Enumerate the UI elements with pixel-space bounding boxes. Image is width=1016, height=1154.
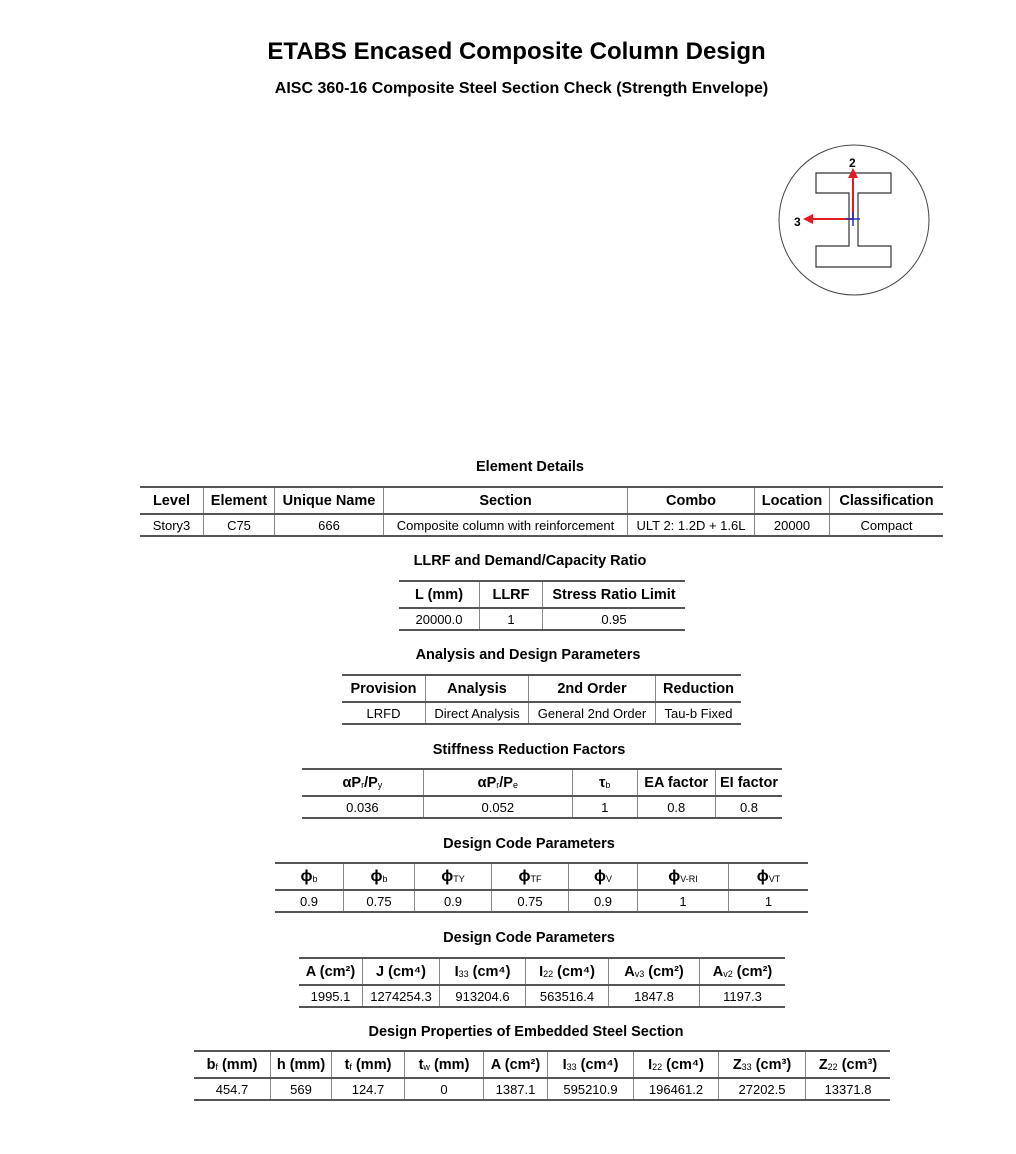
col-header: Provision bbox=[342, 675, 426, 702]
col-header: Reduction bbox=[656, 675, 742, 702]
table-row bbox=[140, 514, 943, 536]
col-header-i22: I22 (cm⁴) bbox=[526, 958, 609, 985]
table-row bbox=[342, 702, 741, 724]
col-header-phi: ϕV-RI bbox=[638, 863, 729, 890]
col-header-i22: I22 (cm⁴) bbox=[634, 1051, 719, 1078]
table-cell: 454.7 bbox=[194, 1078, 271, 1100]
table-cell: Tau-b Fixed bbox=[656, 702, 742, 724]
stiffness-table bbox=[302, 768, 782, 819]
table-cell: 0.8 bbox=[715, 796, 782, 818]
col-header: Section bbox=[384, 487, 628, 514]
col-header: 2nd Order bbox=[529, 675, 656, 702]
col-header: A (cm²) bbox=[484, 1051, 548, 1078]
table-header-row bbox=[140, 487, 943, 514]
table-header-row bbox=[299, 958, 785, 985]
col-header: EA factor bbox=[637, 769, 715, 796]
col-header-phi: ϕb bbox=[275, 863, 344, 890]
col-header: J (cm⁴) bbox=[363, 958, 440, 985]
table-cell: 27202.5 bbox=[719, 1078, 806, 1100]
analysis-table bbox=[342, 674, 741, 725]
col-header-z22: Z22 (cm³) bbox=[806, 1051, 891, 1078]
table-header-row bbox=[399, 581, 685, 608]
table-cell: Composite column with reinforcement bbox=[384, 514, 628, 536]
col-header: Analysis bbox=[426, 675, 529, 702]
table-cell: 1847.8 bbox=[609, 985, 700, 1007]
col-header-phi: ϕV bbox=[569, 863, 638, 890]
col-header-tau-b: τb bbox=[572, 769, 637, 796]
table-header-row bbox=[275, 863, 808, 890]
code-params-section-table bbox=[299, 957, 785, 1008]
col-header-apr-pe: αPr/Pe bbox=[423, 769, 572, 796]
table-cell: 0.036 bbox=[302, 796, 423, 818]
table-header-row bbox=[194, 1051, 890, 1078]
table-cell: General 2nd Order bbox=[529, 702, 656, 724]
col-header: LLRF bbox=[480, 581, 543, 608]
report-title: ETABS Encased Composite Column Design bbox=[267, 38, 766, 65]
col-header-apr-py: αPr/Py bbox=[302, 769, 423, 796]
table-cell: 569 bbox=[271, 1078, 332, 1100]
axis-3-arrowhead bbox=[803, 214, 813, 224]
table-cell: 196461.2 bbox=[634, 1078, 719, 1100]
col-header: Combo bbox=[628, 487, 755, 514]
table-row bbox=[399, 608, 685, 630]
col-header-z33: Z33 (cm³) bbox=[719, 1051, 806, 1078]
col-header-av2: Av2 (cm²) bbox=[700, 958, 786, 985]
table-cell: 1 bbox=[572, 796, 637, 818]
col-header-i33: I33 (cm⁴) bbox=[548, 1051, 634, 1078]
table-cell: 124.7 bbox=[332, 1078, 405, 1100]
axis-3-label: 3 bbox=[794, 215, 801, 229]
analysis-title: Analysis and Design Parameters bbox=[415, 647, 641, 663]
col-header-bf: bf (mm) bbox=[194, 1051, 271, 1078]
code-params-phi-table bbox=[275, 862, 808, 913]
table-row bbox=[299, 985, 785, 1007]
col-header-phi: ϕVT bbox=[729, 863, 809, 890]
element-details-table bbox=[140, 486, 943, 537]
stiffness-title: Stiffness Reduction Factors bbox=[432, 742, 626, 758]
col-header-phi: ϕTY bbox=[415, 863, 492, 890]
table-cell: ULT 2: 1.2D + 1.6L bbox=[628, 514, 755, 536]
table-cell: 1 bbox=[480, 608, 543, 630]
table-cell: 1995.1 bbox=[299, 985, 363, 1007]
table-cell: 0.75 bbox=[344, 890, 415, 912]
table-row bbox=[194, 1078, 890, 1100]
section-axes-diagram bbox=[776, 142, 932, 298]
col-header: L (mm) bbox=[399, 581, 480, 608]
table-cell: 563516.4 bbox=[526, 985, 609, 1007]
col-header-phi: ϕTF bbox=[492, 863, 569, 890]
llrf-title: LLRF and Demand/Capacity Ratio bbox=[413, 553, 647, 569]
col-header-tf: tf (mm) bbox=[332, 1051, 405, 1078]
code-params-2-title: Design Code Parameters bbox=[443, 930, 615, 946]
col-header: A (cm²) bbox=[299, 958, 363, 985]
table-cell: Direct Analysis bbox=[426, 702, 529, 724]
table-cell: LRFD bbox=[342, 702, 426, 724]
element-details-title: Element Details bbox=[476, 459, 584, 475]
table-cell: 0.9 bbox=[415, 890, 492, 912]
col-header-phi: ϕb bbox=[344, 863, 415, 890]
table-cell: 1 bbox=[729, 890, 809, 912]
col-header: Classification bbox=[830, 487, 944, 514]
col-header-i33: I33 (cm⁴) bbox=[440, 958, 526, 985]
report-subtitle: AISC 360-16 Composite Steel Section Check (Strength Envelope) bbox=[274, 80, 769, 97]
table-row bbox=[302, 796, 782, 818]
table-row bbox=[275, 890, 808, 912]
table-cell: 0.75 bbox=[492, 890, 569, 912]
table-cell: 666 bbox=[275, 514, 384, 536]
table-cell: 0.052 bbox=[423, 796, 572, 818]
table-header-row bbox=[342, 675, 741, 702]
col-header: EI factor bbox=[715, 769, 782, 796]
table-cell: Story3 bbox=[140, 514, 204, 536]
table-header-row bbox=[302, 769, 782, 796]
table-cell: C75 bbox=[204, 514, 275, 536]
col-header-av3: Av3 (cm²) bbox=[609, 958, 700, 985]
table-cell: 20000 bbox=[755, 514, 830, 536]
table-cell: 0.95 bbox=[543, 608, 686, 630]
col-header: Stress Ratio Limit bbox=[543, 581, 686, 608]
table-cell: 0.8 bbox=[637, 796, 715, 818]
table-cell: 1387.1 bbox=[484, 1078, 548, 1100]
table-cell: 13371.8 bbox=[806, 1078, 891, 1100]
steel-props-table bbox=[194, 1050, 890, 1101]
table-cell: 595210.9 bbox=[548, 1078, 634, 1100]
col-header: Location bbox=[755, 487, 830, 514]
steel-props-title: Design Properties of Embedded Steel Section bbox=[368, 1024, 684, 1040]
col-header-tw: tw (mm) bbox=[405, 1051, 484, 1078]
col-header: h (mm) bbox=[271, 1051, 332, 1078]
table-cell: 20000.0 bbox=[399, 608, 480, 630]
table-cell: 0 bbox=[405, 1078, 484, 1100]
axis-2-label: 2 bbox=[849, 156, 856, 170]
table-cell: 1274254.3 bbox=[363, 985, 440, 1007]
table-cell: 913204.6 bbox=[440, 985, 526, 1007]
table-cell: Compact bbox=[830, 514, 944, 536]
col-header: Element bbox=[204, 487, 275, 514]
table-cell: 1 bbox=[638, 890, 729, 912]
table-cell: 1197.3 bbox=[700, 985, 786, 1007]
table-cell: 0.9 bbox=[275, 890, 344, 912]
table-cell: 0.9 bbox=[569, 890, 638, 912]
llrf-table bbox=[399, 580, 685, 631]
col-header: Unique Name bbox=[275, 487, 384, 514]
code-params-title: Design Code Parameters bbox=[443, 836, 615, 852]
col-header: Level bbox=[140, 487, 204, 514]
